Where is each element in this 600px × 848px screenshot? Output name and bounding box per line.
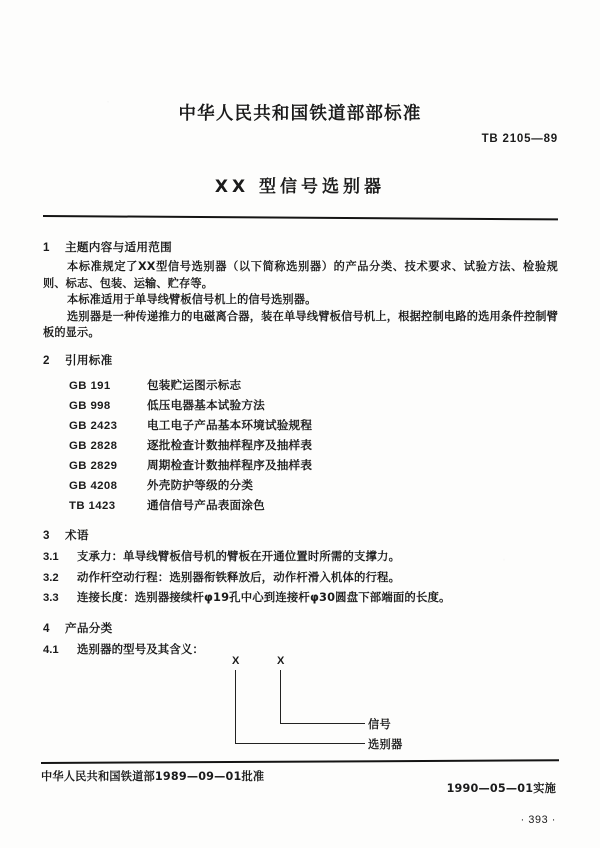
leader-line-horizontal-selector [235,743,365,744]
clause-text: 动作杆空动行程：选别器衔铁释放后，动作杆滑入机体的行程。 [77,569,401,584]
section-heading-1 [43,239,558,256]
clause-text: 连接长度：选别器接续杆φ19孔中心到连接杆φ30圆盘下部端面的长度。 [77,590,451,605]
model-symbol-second: X [277,655,285,667]
list-item [43,376,558,396]
section-title-1: 主题内容与适用范围 [65,240,173,254]
model-designation-diagram [215,655,465,760]
standard-code: TB 1423 [69,499,116,512]
document-body [43,228,558,661]
implementation-date: 1990—05—01实施 [446,782,556,795]
leader-line-horizontal-signal [280,723,365,724]
clause-number: 4.1 [43,644,59,657]
clause-number: 3.3 [43,592,59,605]
clause-number: 3.2 [43,571,59,584]
list-item [43,456,558,476]
model-label-signal: 信号 [368,718,391,731]
clause-number: 3.1 [43,551,59,564]
section-number-2: 2 [43,354,50,368]
header-divider [43,215,558,220]
list-item [43,416,558,436]
term-clause [43,547,558,568]
standard-name: 包装贮运图示标志 [147,377,242,392]
section-number-4: 4 [43,621,50,635]
page-number: · 393 · [520,814,556,826]
list-item [43,496,558,516]
section-1-paragraph-3: 选别器是一种传递推力的电磁离合器，装在单导线臂板信号机上，根据控制电路的选用条件控制臂板的显示。 [43,309,558,340]
section-heading-2 [43,352,558,369]
standard-name: 周期检查计数抽样程序及抽样表 [147,457,313,472]
model-label-selector: 选别器 [368,738,403,751]
list-item [43,396,558,416]
standard-code: GB 2828 [69,439,118,452]
referenced-standards-list [43,376,558,516]
standard-name: 逐批检查计数抽样程序及抽样表 [147,437,313,452]
term-clause [43,588,558,609]
clause-text: 支承力：单导线臂板信号机的臂板在开通位置时所需的支撑力。 [77,549,401,564]
section-number-1: 1 [43,241,50,254]
standard-code: GB 191 [69,379,111,392]
standard-name: 通信信号产品表面涂色 [147,497,265,512]
section-number-3: 3 [43,528,50,542]
footer-divider [41,759,559,764]
leader-line-vertical-signal [280,670,281,723]
issuing-authority-title: 中华人民共和国铁道部部标准 [178,104,422,124]
standard-code: GB 2829 [69,459,118,472]
section-1-paragraph-2: 本标准适用于单导线臂板信号机上的信号选别器。 [67,293,317,307]
standard-name: 低压电器基本试验方法 [147,397,265,412]
term-clause [43,568,558,589]
section-1-paragraph-1: 本标准规定了XX型信号选别器（以下简称选别器）的产品分类、技术要求、试验方法、检验规则、标志、包装、运输、贮存等。 [43,260,558,290]
list-item [43,476,558,496]
standard-code: GB 2423 [69,419,118,432]
standard-name: 电工电子产品基本环境试验规程 [147,417,313,432]
standard-name: 外壳防护等级的分类 [147,477,254,492]
section-heading-3 [43,527,558,544]
standard-code: GB 4208 [69,479,118,492]
section-title-3: 术语 [65,527,89,542]
section-title-2: 引用标准 [65,353,113,368]
section-title-4: 产品分类 [65,620,113,635]
standard-code: GB 998 [69,399,111,412]
standard-number: TB 2105—89 [481,133,558,145]
list-item [43,436,558,456]
clause-text: 选别器的型号及其含义： [77,642,204,657]
product-title: XX 型信号选别器 [214,177,386,197]
leader-line-vertical-selector [235,670,236,743]
model-symbol-first: X [232,655,240,667]
section-heading-4 [43,620,558,637]
approval-statement: 中华人民共和国铁道部1989—09—01批准 [41,770,265,783]
